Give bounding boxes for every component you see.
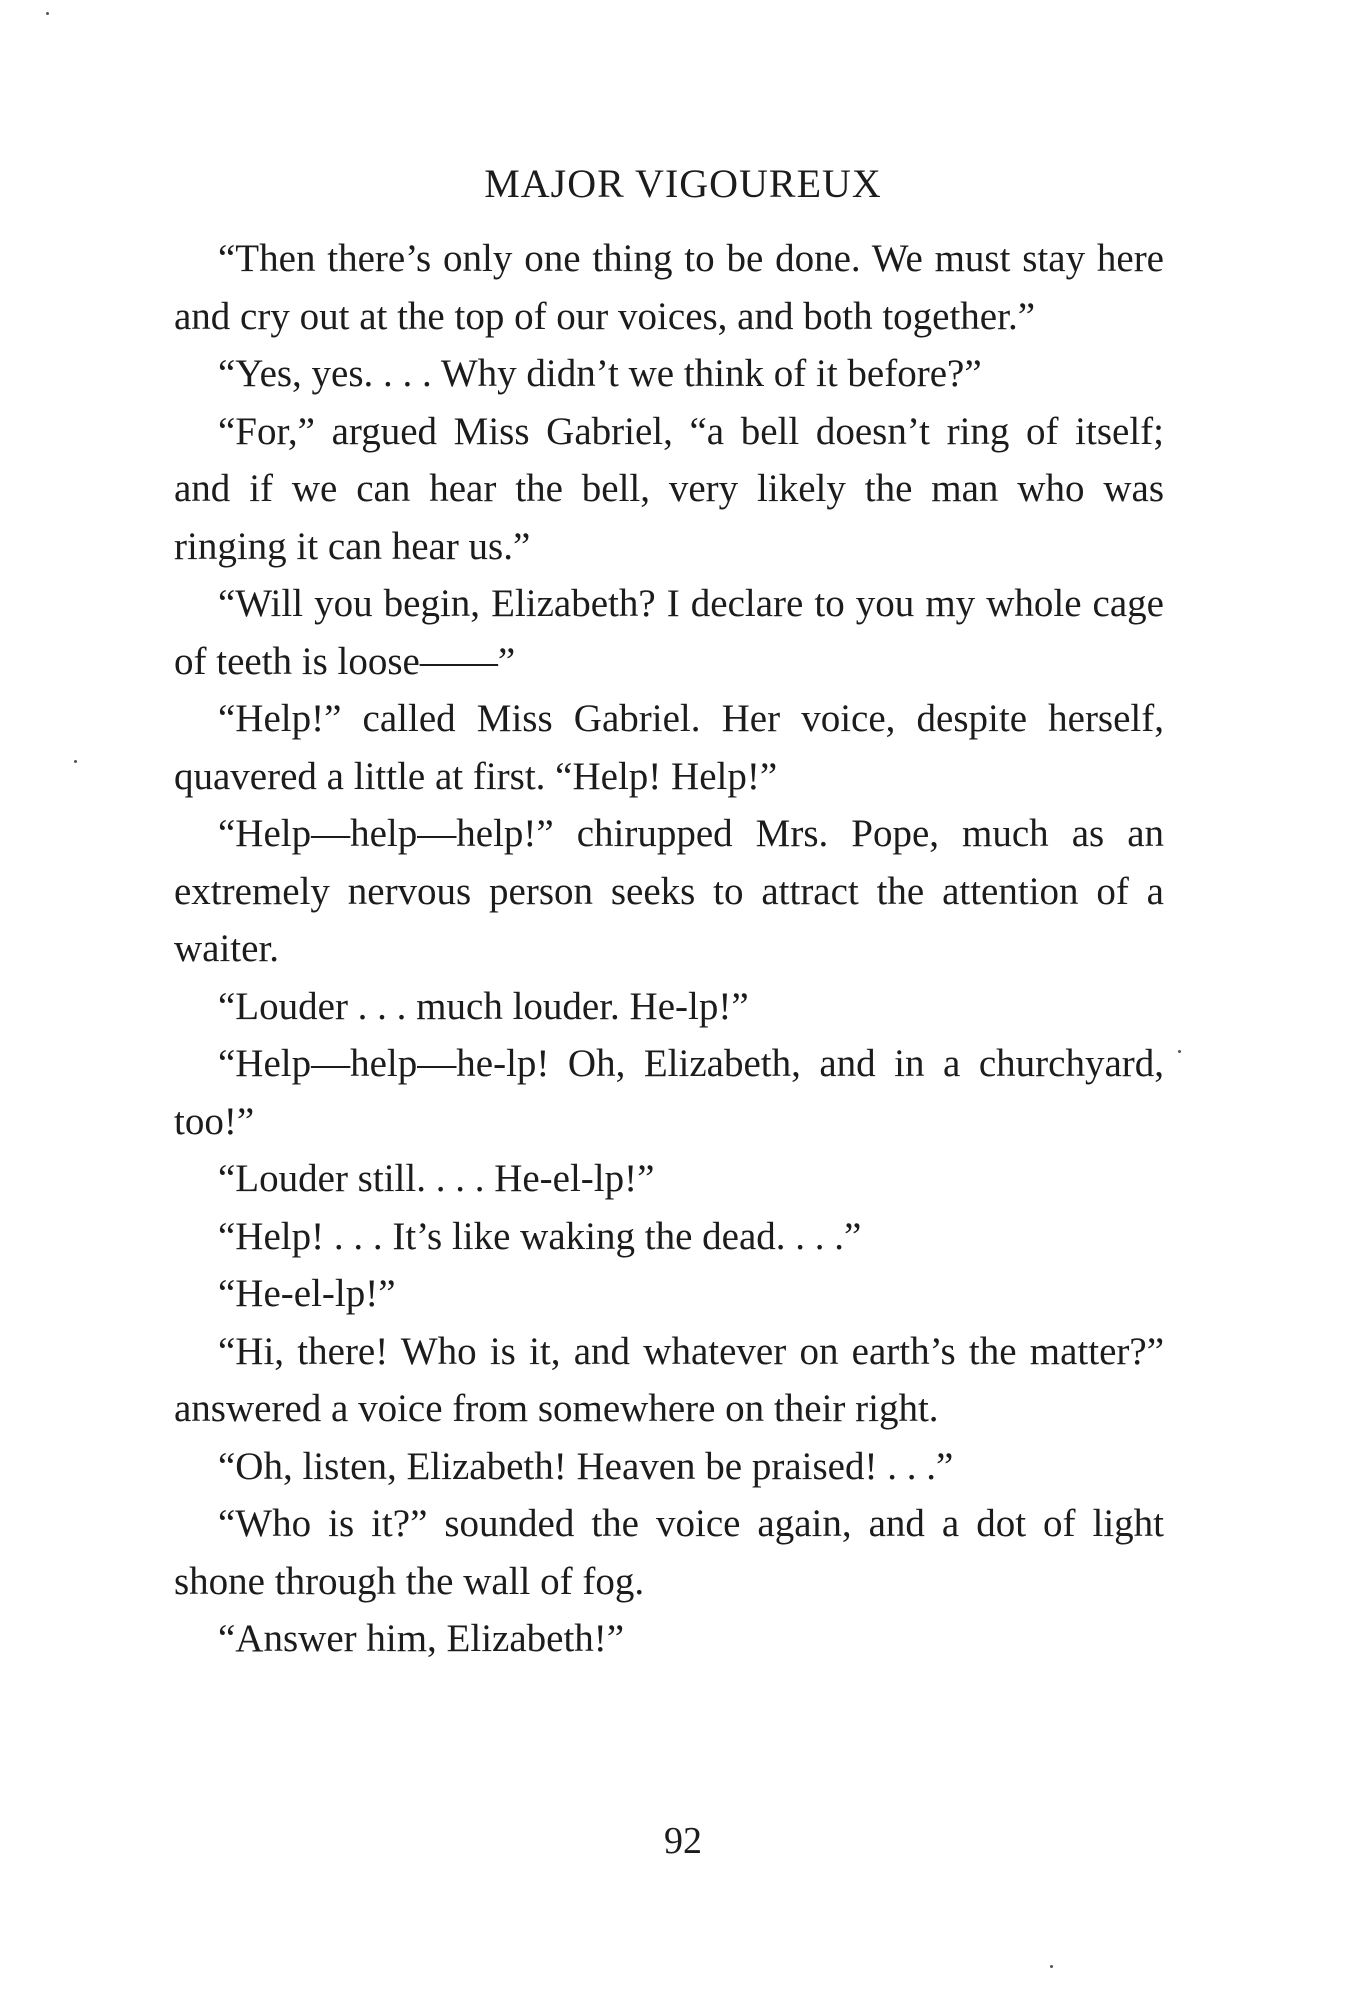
paragraph: “Who is it?” sounded the voice again, and a dot of light shone through the wall of fog. (174, 1502, 1164, 1603)
paragraph: “Hi, there! Who is it, and whatever on earth’s the matter?” answered a voice from somewhere on their right. (174, 1329, 1164, 1430)
paragraph: “Oh, listen, Elizabeth! Heaven be praised! . . .” (218, 1444, 954, 1488)
running-head: MAJOR VIGOUREUX (484, 161, 882, 206)
paragraph: “Will you begin, Elizabeth? I declare to you my whole cage of teeth is loose——” (174, 582, 1164, 683)
paper-speck (1178, 1050, 1181, 1053)
paragraph: “Louder still. . . . He-el-lp!” (218, 1157, 655, 1200)
page-number: 92 (664, 1820, 702, 1862)
paragraph: “He-el-lp!” (218, 1272, 396, 1315)
paragraph: “Answer him, Elizabeth!” (218, 1617, 625, 1660)
paper-speck (46, 12, 49, 15)
paragraph: “For,” argued Miss Gabriel, “a bell doesn’t ring of itself; and if we can hear the bell, very likely the man who was ringing it can hear us.” (174, 409, 1164, 568)
paragraph: “Louder . . . much louder. He-lp!” (218, 984, 749, 1028)
paper-speck (1050, 1965, 1053, 1968)
paragraph: “Help!” called Miss Gabriel. Her voice, despite herself, quavered a little at first. “Help! Help!” (174, 697, 1164, 798)
paragraph: “Help—help—he-lp! Oh, Elizabeth, and in a churchyard, too!” (174, 1042, 1164, 1143)
paragraph: “Help—help—help!” chirupped Mrs. Pope, much as an extremely nervous person seeks to attract the attention of a waiter. (174, 812, 1164, 970)
paragraph: “Yes, yes. . . . Why didn’t we think of it before?” (218, 352, 982, 395)
paragraph: “Help! . . . It’s like waking the dead. . . .” (218, 1214, 862, 1258)
body-text (174, 230, 1164, 1668)
paper-speck (74, 760, 77, 763)
paragraph: “Then there’s only one thing to be done. We must stay here and cry out at the top of our voices, and both together.” (174, 237, 1164, 338)
